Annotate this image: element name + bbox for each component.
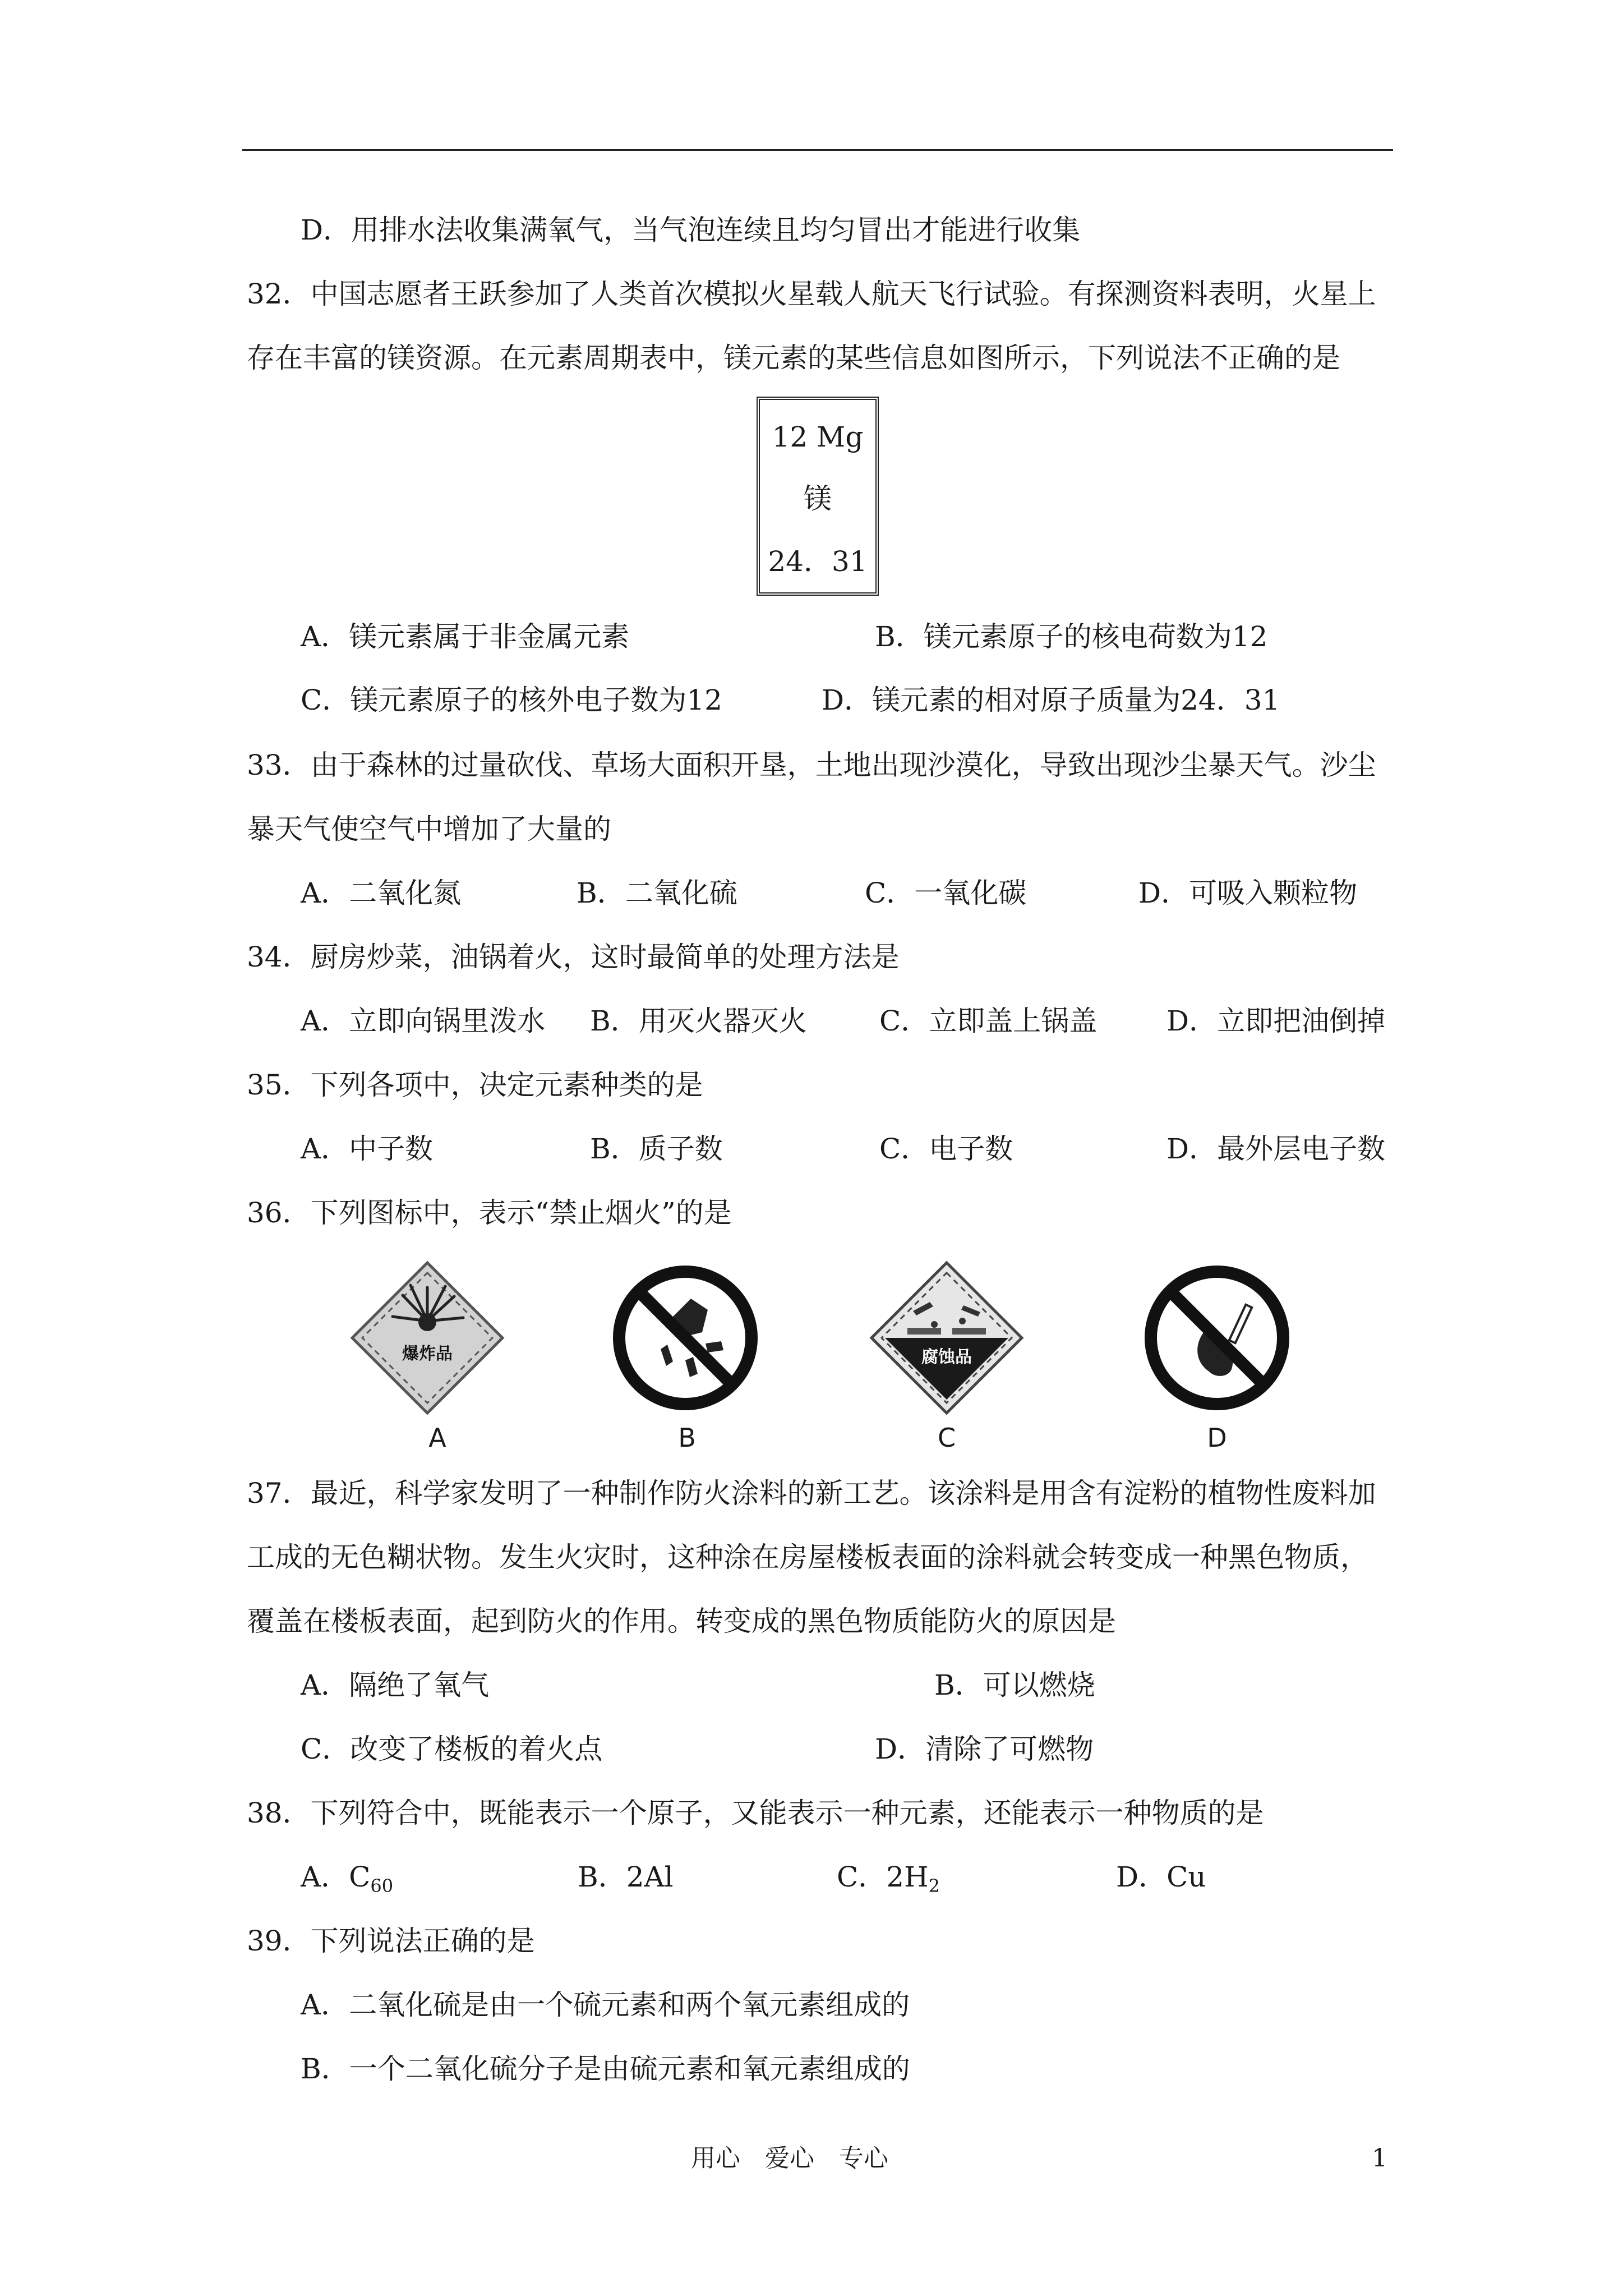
magnesium-element-box [757, 397, 879, 596]
q34-option-b: B．用灭火器灭火 [590, 1005, 807, 1037]
sign-a-text: 爆炸品 [402, 1344, 453, 1364]
q37-option-c: C．改变了楼板的着火点 [301, 1733, 603, 1765]
q38-option-b: B．2Al [578, 1861, 674, 1893]
q31-option-d: D．用排水法收集满氧气，当气泡连续且均匀冒出才能进行收集 [301, 214, 1081, 246]
q33-option-b: B．二氧化硫 [577, 877, 737, 909]
q32-stem-line2: 存在丰富的镁资源。在元素周期表中，镁元素的某些信息如图所示，下列说法不正确的是 [247, 342, 1340, 374]
q37-option-a: A．隔绝了氧气 [301, 1669, 490, 1701]
q32-option-b: B．镁元素原子的核电荷数为12 [875, 620, 1268, 653]
q33-option-a: A．二氧化氮 [301, 877, 462, 909]
q38-option-a-main: A．C [301, 1861, 371, 1893]
element-number-symbol: 12 Mg [772, 421, 864, 453]
q35-option-d: D．最外层电子数 [1166, 1133, 1386, 1165]
element-name: 镁 [804, 482, 832, 515]
sign-label-c: C [937, 1423, 956, 1453]
explosive-sign-icon [349, 1259, 506, 1416]
q35-option-b: B．质子数 [590, 1133, 723, 1165]
q37-stem-line3: 覆盖在楼板表面，起到防火的作用。转变成的黑色物质能防火的原因是 [247, 1605, 1116, 1637]
q34-option-a: A．立即向锅里泼水 [301, 1005, 546, 1037]
q37-option-d: D．清除了可燃物 [875, 1733, 1094, 1765]
sign-c-text: 腐蚀品 [921, 1347, 972, 1367]
q38-option-a-subscript: 60 [370, 1875, 394, 1897]
q33-option-d: D．可吸入颗粒物 [1138, 877, 1358, 909]
q37-stem-line1: 37．最近，科学家发明了一种制作防火涂料的新工艺。该涂料是用含有淀粉的植物性废料加 [247, 1477, 1376, 1510]
prohibition-sign-b-icon [607, 1259, 764, 1416]
q34-stem: 34．厨房炒菜，油锅着火，这时最简单的处理方法是 [247, 941, 900, 973]
q33-option-c: C．一氧化碳 [865, 877, 1027, 909]
q35-option-a: A．中子数 [301, 1133, 434, 1165]
q37-option-b: B．可以燃烧 [934, 1669, 1095, 1701]
q39-option-b: B．一个二氧化硫分子是由硫元素和氧元素组成的 [301, 2053, 910, 2085]
q37-stem-line2: 工成的无色糊状物。发生火灾时，这种涂在房屋楼板表面的涂料就会转变成一种黑色物质， [247, 1541, 1368, 1573]
q38-option-c-main: C．2H [837, 1861, 929, 1893]
q33-stem-line1: 33．由于森林的过量砍伐、草场大面积开垦，土地出现沙漠化，导致出现沙尘暴天气。沙尘 [247, 749, 1376, 781]
q35-stem: 35．下列各项中，决定元素种类的是 [247, 1069, 703, 1101]
q39-stem: 39．下列说法正确的是 [247, 1925, 535, 1957]
q32-option-c: C．镁元素原子的核外电子数为12 [301, 684, 722, 716]
q33-stem-line2: 暴天气使空气中增加了大量的 [247, 813, 611, 845]
element-atomic-mass: 24．31 [768, 545, 868, 578]
q34-option-c: C．立即盖上锅盖 [879, 1005, 1098, 1037]
sign-label-a: A [428, 1423, 446, 1453]
q35-option-c: C．电子数 [879, 1133, 1013, 1165]
q38-stem: 38．下列符合中，既能表示一个原子，又能表示一种元素，还能表示一种物质的是 [247, 1797, 1264, 1829]
q32-option-d: D．镁元素的相对原子质量为24．31 [822, 684, 1280, 716]
q38-option-c [837, 1860, 940, 1903]
q36-stem: 36．下列图标中，表示“禁止烟火”的是 [247, 1197, 732, 1229]
q38-option-a [301, 1860, 393, 1903]
corrosive-sign-icon [868, 1259, 1025, 1416]
sign-label-b: B [678, 1423, 696, 1453]
q39-option-a: A．二氧化硫是由一个硫元素和两个氧元素组成的 [301, 1989, 910, 2021]
header-rule [242, 149, 1393, 151]
page-number: 1 [1372, 2144, 1387, 2173]
q38-option-d: D．Cu [1116, 1861, 1206, 1893]
no-fire-sign-icon [1138, 1259, 1295, 1416]
q38-option-c-subscript: 2 [928, 1875, 940, 1897]
q32-option-a: A．镁元素属于非金属元素 [301, 620, 630, 653]
footer-motto: 用心 爱心 专心 [691, 2144, 888, 2173]
q34-option-d: D．立即把油倒掉 [1166, 1005, 1386, 1037]
q32-stem-line1: 32．中国志愿者王跃参加了人类首次模拟火星载人航天飞行试验。有探测资料表明，火星上 [247, 278, 1376, 310]
sign-label-d: D [1207, 1423, 1227, 1453]
